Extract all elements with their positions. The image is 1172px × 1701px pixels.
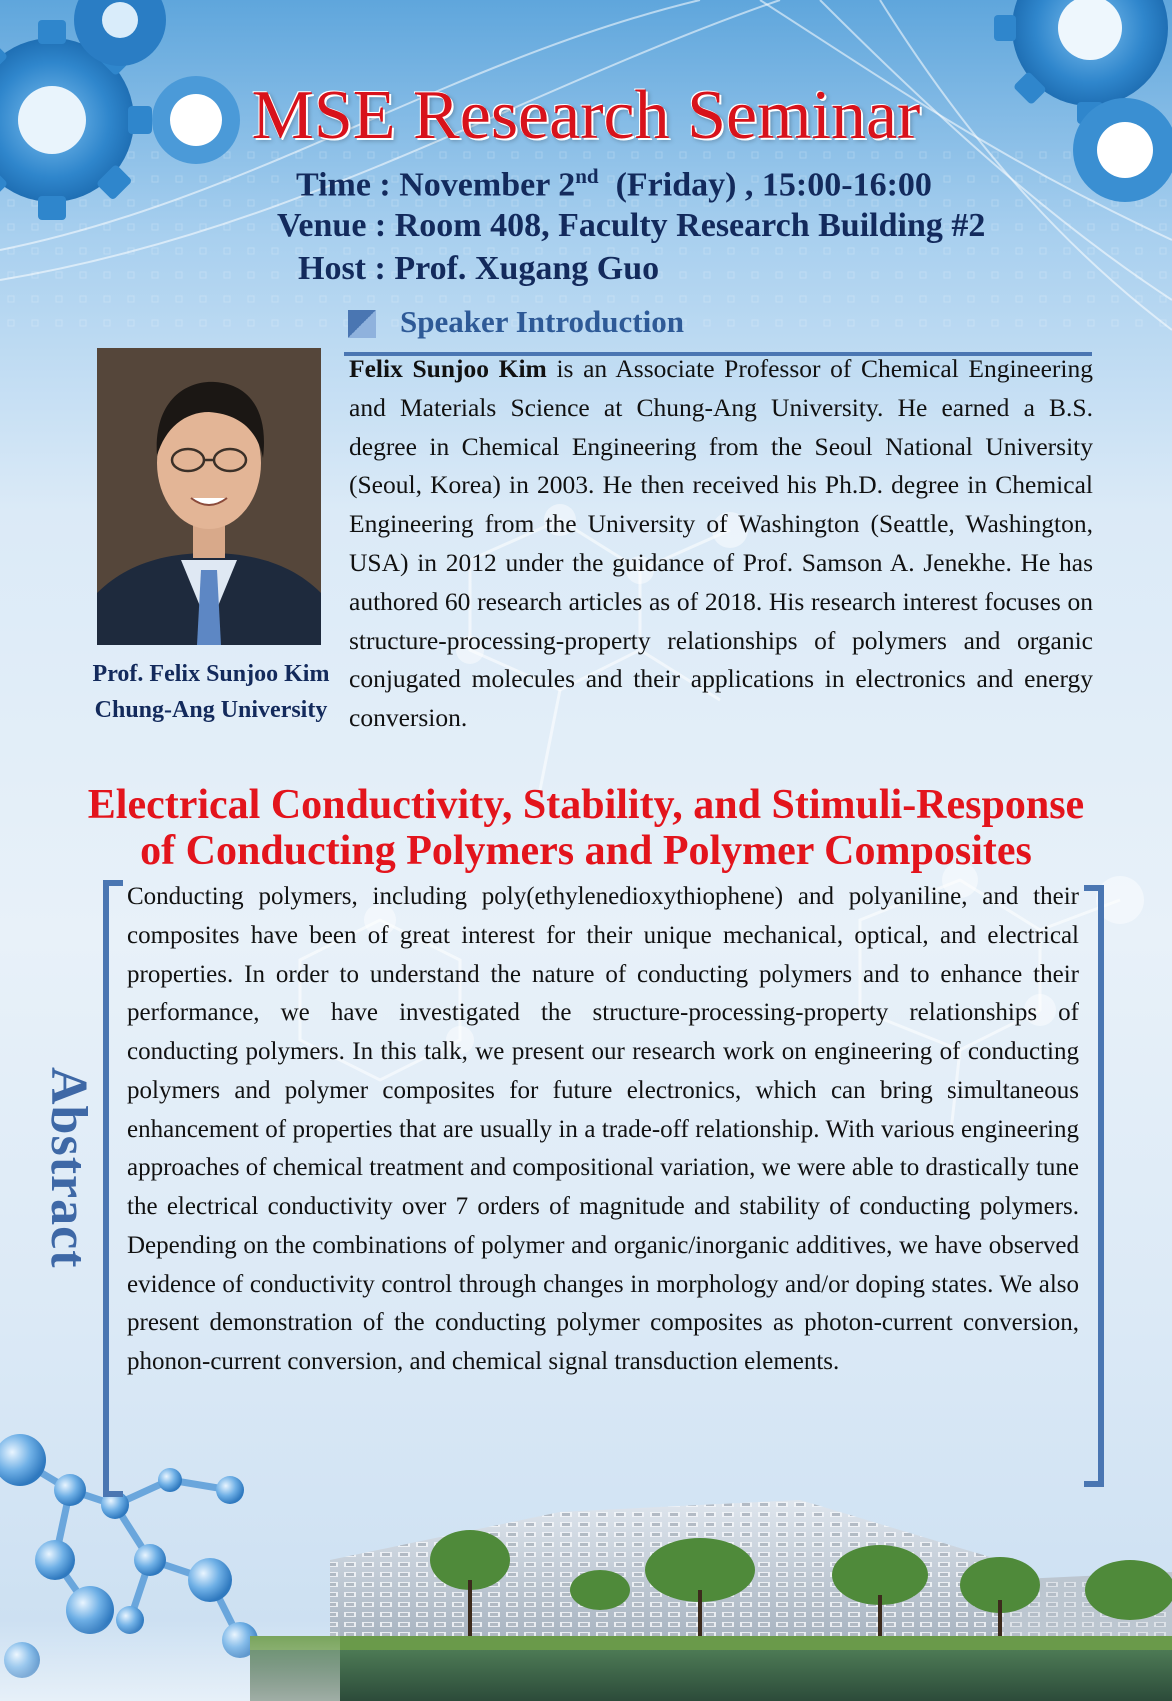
speaker-photo	[97, 348, 321, 645]
section-marker-icon	[348, 310, 376, 338]
venue-line: Venue : Room 408, Faculty Research Building #2	[277, 207, 986, 244]
abstract-text: Conducting polymers, including poly(ethylenedioxythiophene) and polyaniline, and their composites have been of great interest for their unique mechanical, optical, and electrical properties. In order to understand the nature of conducting polymers and to enhance their performance, we have investigated the structure-processing-property relationships of conducting polymers. In this talk, we present our research work on engineering of conducting polymers and polymer composites for future electronics, which can bring simultaneous enhancement of properties that are usually in a trade-off relationship. With various engineering approaches of chemical treatment and compositional variation, we were able to drastically tune the electrical conductivity over 7 orders of magnitude and stability of conducting polymers. Depending on the combinations of polymer and organic/inorganic additives, we have observed evidence of conductivity control through changes in morphology and/or doping states. We also present demonstration of the conducting polymer composites as photon-current conversion, phonon-current conversion, and chemical signal transduction elements.	[127, 883, 1079, 1375]
talk-title-line-1: Electrical Conductivity, Stability, and Stimuli-Response	[87, 782, 1085, 828]
speaker-caption-affiliation: Chung-Ang University	[94, 697, 328, 723]
speaker-bio	[349, 350, 1093, 738]
portrait-illustration	[97, 348, 321, 645]
campus-building-illustration	[0, 1500, 1172, 1701]
speaker-caption	[66, 656, 356, 728]
speaker-section-header	[344, 304, 1092, 356]
time-ordinal-suffix: nd	[575, 164, 599, 188]
time-line	[296, 164, 932, 204]
speaker-caption-name: Prof. Felix Sunjoo Kim	[92, 661, 330, 687]
time-label: Time : November 2	[296, 166, 576, 204]
speaker-bio-name: Felix Sunjoo Kim	[349, 354, 547, 383]
abstract-label: Abstract	[40, 1067, 97, 1269]
talk-title	[0, 782, 1172, 874]
host-line: Host : Prof. Xugang Guo	[298, 250, 660, 287]
abstract-right-bracket	[1084, 885, 1104, 1487]
speaker-bio-text: is an Associate Professor of Chemical Engineering and Materials Science at Chung-Ang University. He earned a B.S. degree in Chemical Engineering from the Seoul National University (Seoul, Korea) in 2003. He then received his Ph.D. degree in Chemical Engineering from the University of Washington (Seattle, Washington, USA) in 2012 under the guidance of Prof. Samson A. Jenekhe. He has authored 60 research articles as of 2018. His research interest focuses on structure-processing-property relationships of polymers and organic conjugated molecules and their applications in electronics and energy conversion.	[349, 354, 1093, 733]
abstract-left-bracket	[103, 880, 123, 1497]
talk-title-line-2: of Conducting Polymers and Polymer Composites	[140, 828, 1032, 874]
time-details: (Friday) , 15:00-16:00	[615, 166, 932, 204]
speaker-section-title: Speaker Introduction	[400, 304, 684, 339]
poster-title: MSE Research Seminar	[251, 77, 921, 154]
